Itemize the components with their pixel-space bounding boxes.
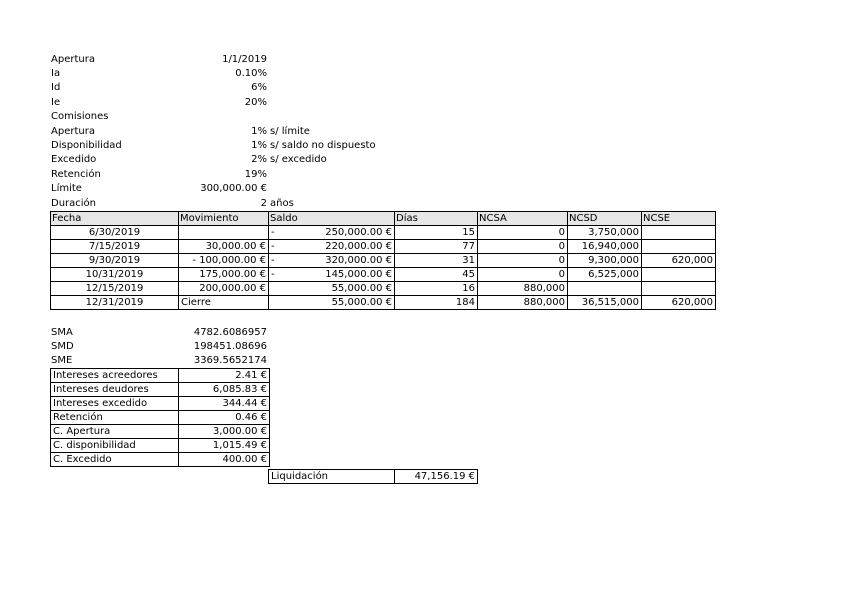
sign-mark: - bbox=[271, 255, 275, 266]
ncse-cell: 620,000 bbox=[642, 296, 716, 310]
ncse-cell bbox=[642, 282, 716, 296]
param-label: Retención bbox=[51, 169, 101, 180]
fecha-cell: 6/30/2019 bbox=[51, 226, 179, 240]
table-row bbox=[51, 240, 716, 254]
movimiento-cell bbox=[179, 226, 269, 240]
average-label: SMA bbox=[51, 327, 73, 338]
saldo-cell bbox=[269, 254, 395, 268]
ncse-cell bbox=[642, 226, 716, 240]
table-row bbox=[51, 268, 716, 282]
param-note: s/ excedido bbox=[270, 154, 327, 165]
param-label: Ie bbox=[51, 97, 61, 108]
dias-cell: 15 bbox=[395, 226, 478, 240]
ncsa-cell: 0 bbox=[478, 268, 568, 282]
cost-label: Retención bbox=[51, 411, 179, 425]
average-value: 4782.6086957 bbox=[193, 327, 267, 338]
table-row bbox=[51, 425, 270, 439]
dias-cell: 77 bbox=[395, 240, 478, 254]
cost-label: Intereses excedido bbox=[51, 397, 179, 411]
saldo-value: 250,000.00 € bbox=[325, 227, 392, 238]
ncse-cell: 620,000 bbox=[642, 254, 716, 268]
param-label: Ia bbox=[51, 68, 61, 79]
param-label: Apertura bbox=[51, 126, 95, 137]
ncsd-cell: 3,750,000 bbox=[568, 226, 642, 240]
table-row bbox=[51, 369, 270, 383]
param-label: Excedido bbox=[51, 154, 97, 165]
param-value: 0.10% bbox=[235, 68, 267, 79]
fecha-cell: 12/31/2019 bbox=[51, 296, 179, 310]
param-label: Límite bbox=[51, 183, 82, 194]
table-row bbox=[51, 226, 716, 240]
saldo-value: 220,000.00 € bbox=[325, 241, 392, 252]
ncse-cell bbox=[642, 240, 716, 254]
column-header: NCSD bbox=[568, 212, 642, 226]
cost-label: C. Apertura bbox=[51, 425, 179, 439]
liquidacion-label: Liquidación bbox=[269, 470, 395, 484]
average-value: 198451.08696 bbox=[193, 341, 267, 352]
movimiento-cell: - 100,000.00 € bbox=[179, 254, 269, 268]
column-header: NCSE bbox=[642, 212, 716, 226]
dias-cell: 45 bbox=[395, 268, 478, 282]
cost-label: C. disponibilidad bbox=[51, 439, 179, 453]
ncsa-cell: 880,000 bbox=[478, 296, 568, 310]
param-note: s/ límite bbox=[270, 126, 310, 137]
fecha-cell: 10/31/2019 bbox=[51, 268, 179, 282]
movements-table bbox=[50, 211, 716, 310]
cost-value: 344.44 € bbox=[179, 397, 270, 411]
ncsd-cell: 9,300,000 bbox=[568, 254, 642, 268]
param-label: Disponibilidad bbox=[51, 140, 122, 151]
dias-cell: 16 bbox=[395, 282, 478, 296]
dias-cell: 184 bbox=[395, 296, 478, 310]
sign-mark: - bbox=[271, 269, 275, 280]
column-header: Movimiento bbox=[179, 212, 269, 226]
saldo-cell bbox=[269, 268, 395, 282]
table-row bbox=[51, 282, 716, 296]
param-note: años bbox=[270, 198, 294, 209]
fecha-cell: 9/30/2019 bbox=[51, 254, 179, 268]
table-row bbox=[51, 439, 270, 453]
cost-value: 1,015.49 € bbox=[179, 439, 270, 453]
param-value: 1% bbox=[251, 140, 267, 151]
ncsd-cell: 36,515,000 bbox=[568, 296, 642, 310]
saldo-cell bbox=[269, 226, 395, 240]
movimiento-cell: 175,000.00 € bbox=[179, 268, 269, 282]
param-value: 6% bbox=[251, 82, 267, 93]
average-value: 3369.5652174 bbox=[193, 355, 267, 366]
ncsa-cell: 880,000 bbox=[478, 282, 568, 296]
ncsa-cell: 0 bbox=[478, 240, 568, 254]
movimiento-cell: 30,000.00 € bbox=[179, 240, 269, 254]
cost-value: 2.41 € bbox=[179, 369, 270, 383]
saldo-value: 55,000.00 € bbox=[331, 283, 392, 294]
average-label: SMD bbox=[51, 341, 74, 352]
param-value: 2 bbox=[260, 198, 267, 209]
table-row bbox=[51, 254, 716, 268]
cost-value: 0.46 € bbox=[179, 411, 270, 425]
saldo-cell bbox=[269, 296, 395, 310]
column-header: Fecha bbox=[51, 212, 179, 226]
cost-label: Intereses acreedores bbox=[51, 369, 179, 383]
param-value: 1% bbox=[251, 126, 267, 137]
saldo-cell bbox=[269, 282, 395, 296]
movimiento-cell: Cierre bbox=[179, 296, 269, 310]
table-row bbox=[51, 411, 270, 425]
movimiento-cell: 200,000.00 € bbox=[179, 282, 269, 296]
dias-cell: 31 bbox=[395, 254, 478, 268]
ncsd-cell: 6,525,000 bbox=[568, 268, 642, 282]
cost-value: 400.00 € bbox=[179, 453, 270, 467]
fecha-cell: 12/15/2019 bbox=[51, 282, 179, 296]
param-label: Id bbox=[51, 82, 61, 93]
ncsd-cell: 16,940,000 bbox=[568, 240, 642, 254]
column-header: Saldo bbox=[269, 212, 395, 226]
param-note: s/ saldo no dispuesto bbox=[270, 140, 376, 151]
param-value: 2% bbox=[251, 154, 267, 165]
table-row bbox=[51, 453, 270, 467]
table-row bbox=[51, 397, 270, 411]
table-row bbox=[51, 383, 270, 397]
saldo-value: 55,000.00 € bbox=[331, 297, 392, 308]
cost-value: 6,085.83 € bbox=[179, 383, 270, 397]
costs-table bbox=[50, 368, 270, 467]
saldo-value: 320,000.00 € bbox=[325, 255, 392, 266]
param-value: 300,000.00 € bbox=[200, 183, 267, 194]
column-header: NCSA bbox=[478, 212, 568, 226]
sign-mark: - bbox=[271, 227, 275, 238]
fecha-cell: 7/15/2019 bbox=[51, 240, 179, 254]
saldo-value: 145,000.00 € bbox=[325, 269, 392, 280]
ncsd-cell bbox=[568, 282, 642, 296]
table-row bbox=[51, 296, 716, 310]
ncsa-cell: 0 bbox=[478, 254, 568, 268]
table-row bbox=[269, 470, 478, 484]
column-header: Días bbox=[395, 212, 478, 226]
param-label: Apertura bbox=[51, 54, 95, 65]
cost-value: 3,000.00 € bbox=[179, 425, 270, 439]
cost-label: Intereses deudores bbox=[51, 383, 179, 397]
sign-mark: - bbox=[271, 241, 275, 252]
liquidacion-value: 47,156.19 € bbox=[395, 470, 478, 484]
cost-label: C. Excedido bbox=[51, 453, 179, 467]
param-value: 1/1/2019 bbox=[222, 54, 267, 65]
average-label: SME bbox=[51, 355, 73, 366]
param-value: 20% bbox=[244, 97, 267, 108]
ncse-cell bbox=[642, 268, 716, 282]
ncsa-cell: 0 bbox=[478, 226, 568, 240]
table-header-row bbox=[51, 212, 716, 226]
liquidacion-table bbox=[268, 469, 478, 484]
param-label: Duración bbox=[51, 198, 97, 209]
param-value: 19% bbox=[244, 169, 267, 180]
param-label: Comisiones bbox=[51, 111, 109, 122]
saldo-cell bbox=[269, 240, 395, 254]
